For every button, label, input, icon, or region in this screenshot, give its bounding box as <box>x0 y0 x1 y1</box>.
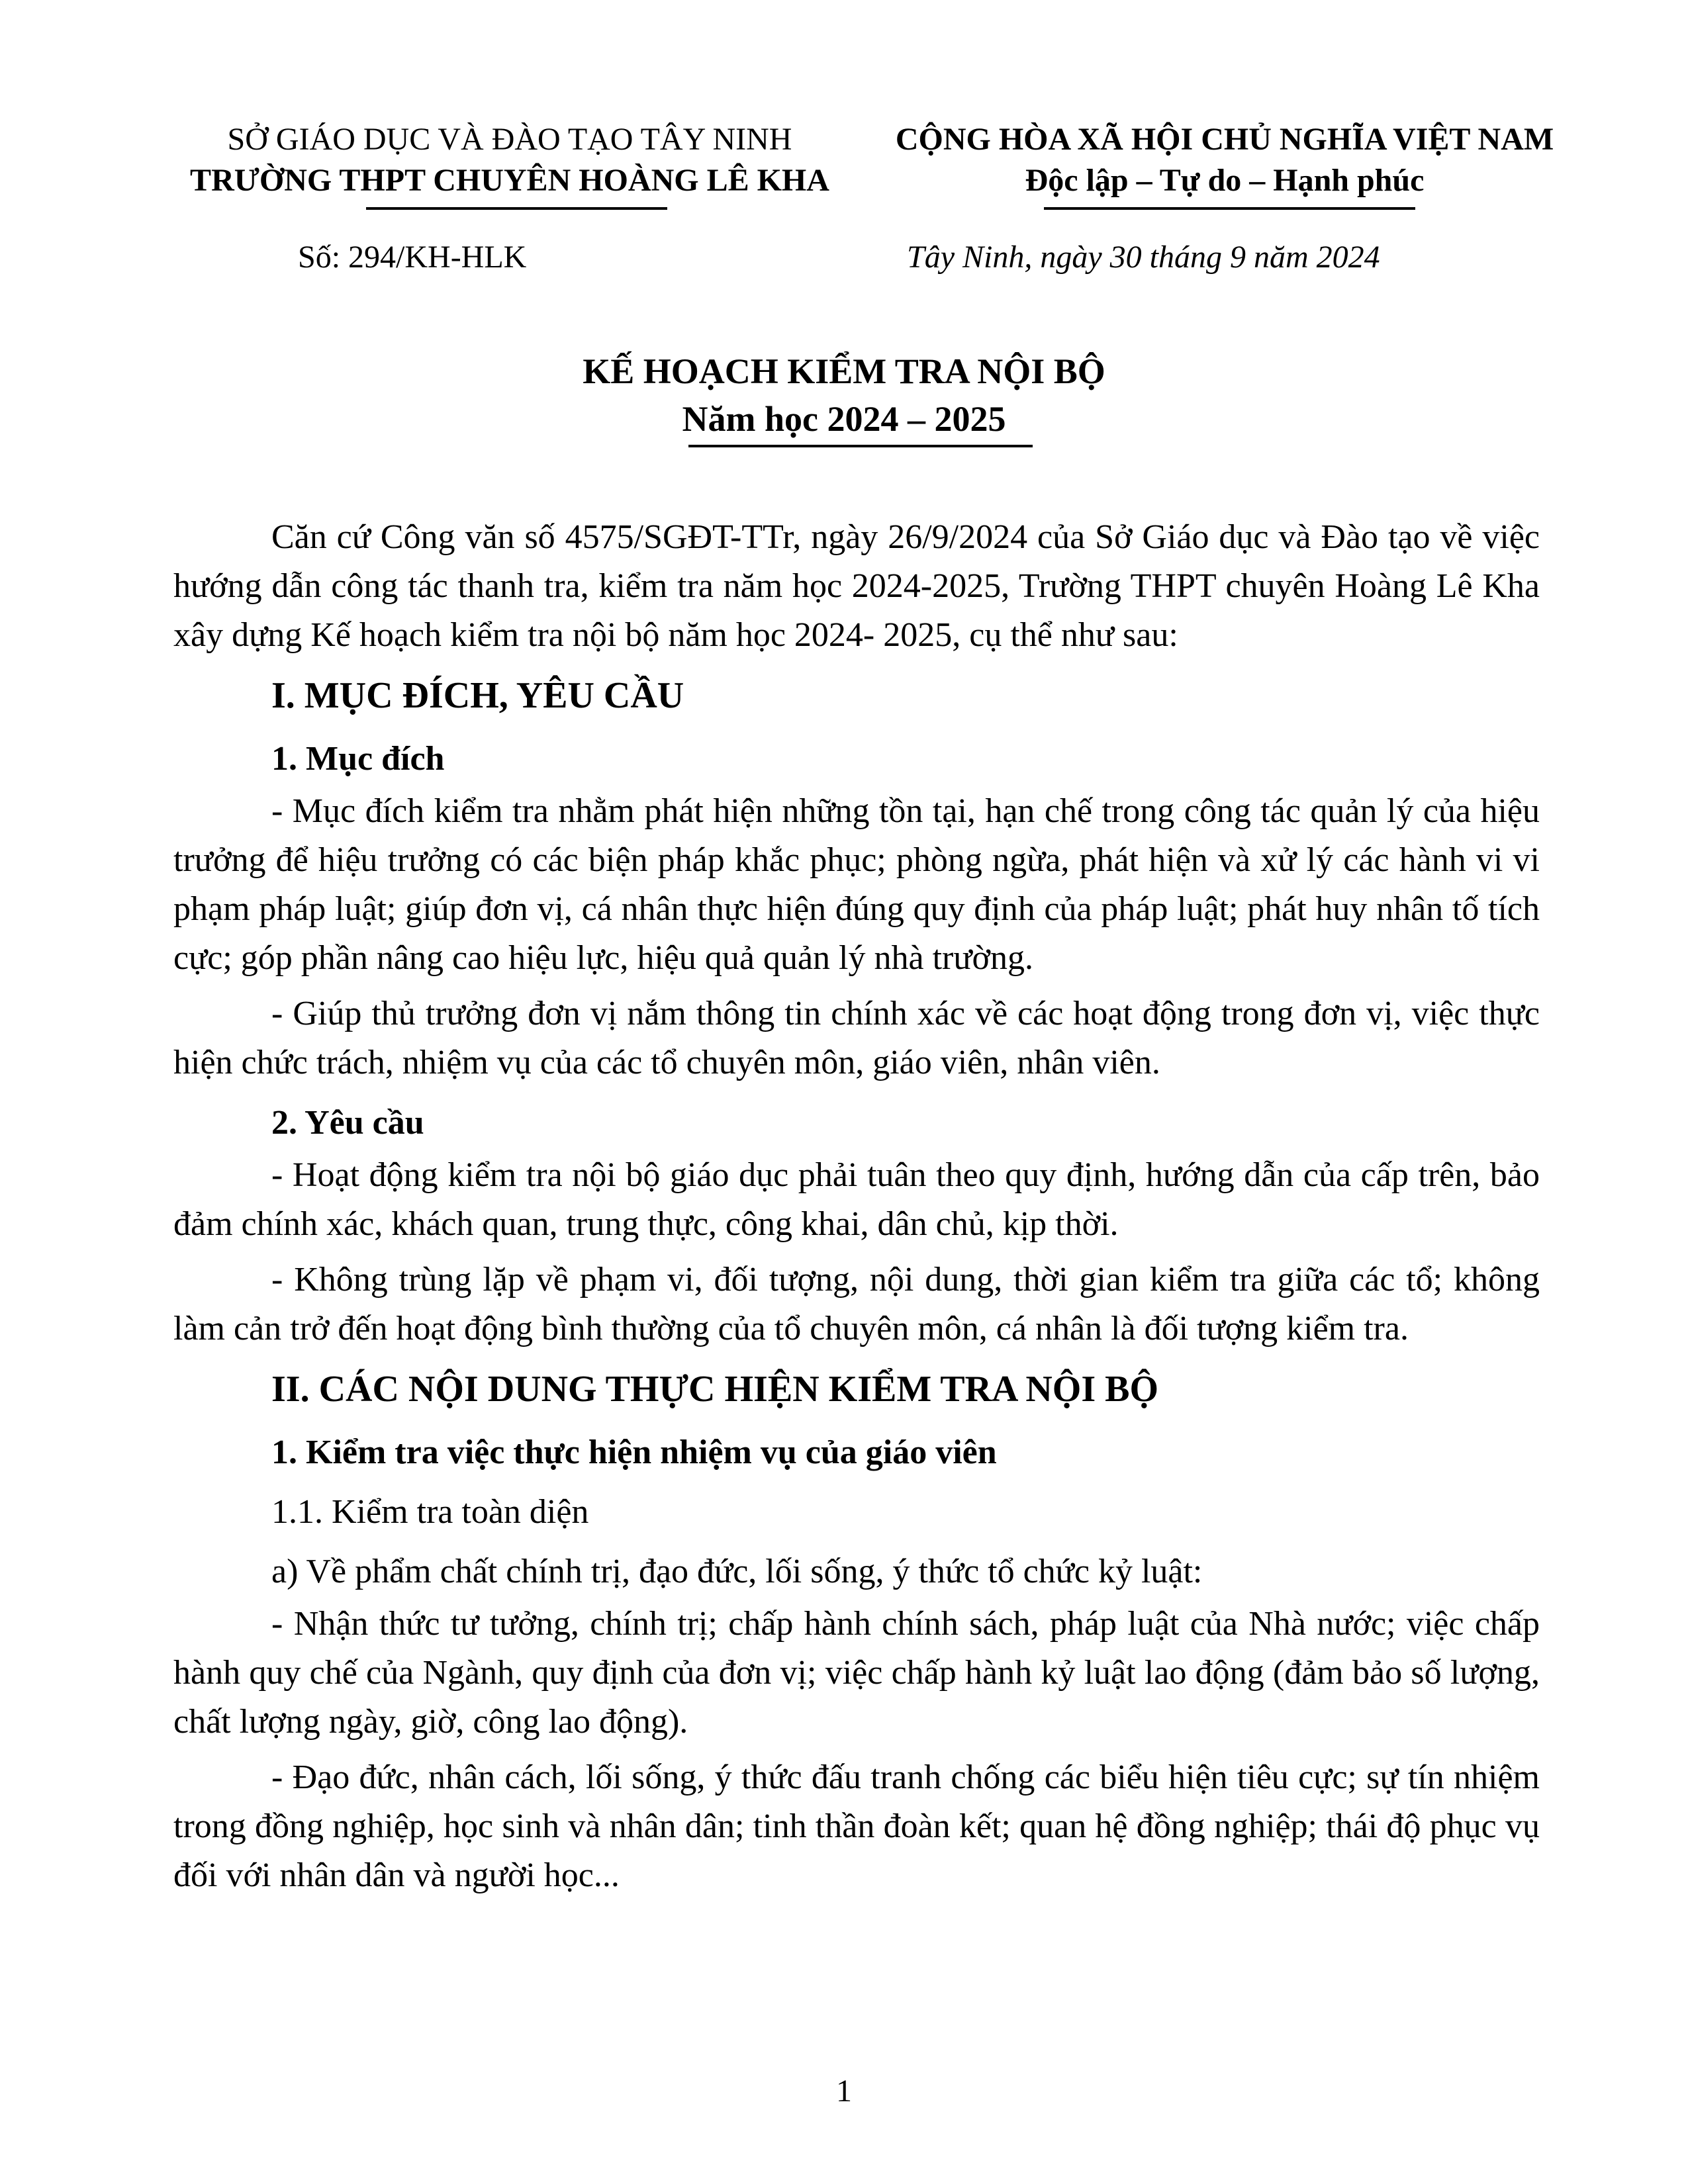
paragraph: - Không trùng lặp về phạm vi, đối tượng, nội dung, thời gian kiểm tra giữa các tổ; không làm cản trở đến hoạt động bình thường của tổ chuyên môn, cá nhân là đối tượng kiểm tra. <box>173 1261 1540 1347</box>
title-line-1: KẾ HOẠCH KIỂM TRA NỘI BỘ <box>583 351 1105 391</box>
paragraph: - Đạo đức, nhân cách, lối sống, ý thức đấu tranh chống các biểu hiện tiêu cực; sự tín nhiệm trong đồng nghiệp, học sinh và nhân dân; tinh thần đoàn kết; quan hệ đồng nghiệp; thái độ phục vụ đối với nhân dân và người học... <box>173 1758 1540 1894</box>
paragraph: - Hoạt động kiểm tra nội bộ giáo dục phải tuân theo quy định, hướng dẫn của cấp trên, bảo đảm chính xác, khách quan, trung thực, công khai, dân chủ, kịp thời. <box>173 1156 1540 1243</box>
subheading-purpose: 1. Mục đích <box>271 740 445 778</box>
subheading-teacher-inspection: 1. Kiểm tra việc thực hiện nhiệm vụ của giáo viên <box>271 1433 997 1471</box>
document-title <box>0 347 1688 443</box>
section-heading-1: I. MỤC ĐÍCH, YÊU CẦU <box>271 675 684 716</box>
national-motto <box>861 119 1589 201</box>
page-number: 1 <box>836 2073 852 2109</box>
title-line-2: Năm học 2024 – 2025 <box>682 399 1006 439</box>
paragraph: - Nhận thức tư tưởng, chính trị; chấp hành chính sách, pháp luật của Nhà nước; việc chấp hành quy chế của Ngành, quy định của đơn vị; việc chấp hành kỷ luật lao động (đảm bảo số lượng, chất lượng ngày, giờ, công lao động). <box>173 1605 1540 1741</box>
issuing-authority <box>146 119 874 201</box>
subheading-comprehensive: 1.1. Kiểm tra toàn diện <box>271 1493 589 1531</box>
document-body <box>173 513 1540 1900</box>
paragraph: - Giúp thủ trưởng đơn vị nắm thông tin chính xác về các hoạt động trong đơn vị, việc thực hiện chức trách, nhiệm vụ của các tổ chuyên môn, giáo viên, nhân viên. <box>173 995 1540 1081</box>
title-underline <box>688 445 1033 447</box>
document-date: Tây Ninh, ngày 30 tháng 9 năm 2024 <box>907 240 1380 275</box>
subheading-requirements: 2. Yêu cầu <box>271 1104 424 1142</box>
paragraph: - Mục đích kiểm tra nhằm phát hiện những tồn tại, hạn chế trong công tác quản lý của hiệu trưởng để hiệu trưởng có các biện pháp khắc phục; phòng ngừa, phát hiện và xử lý các hành vi vi phạm pháp luật; giúp đơn vị, cá nhân thực hiện đúng quy định của pháp luật; phát huy nhân tố tích cực; góp phần nâng cao hiệu lực, hiệu quả quản lý nhà trường. <box>173 792 1540 977</box>
section-heading-2: II. CÁC NỘI DUNG THỰC HIỆN KIỂM TRA NỘI BỘ <box>271 1369 1159 1410</box>
motto-underline <box>1044 207 1415 210</box>
subheading-ethics: a) Về phẩm chất chính trị, đạo đức, lối sống, ý thức tổ chức kỷ luật: <box>271 1553 1203 1590</box>
document-number: Số: 294/KH-HLK <box>298 240 527 275</box>
motto: Độc lập – Tự do – Hạnh phúc <box>1025 163 1425 198</box>
country-name: CỘNG HÒA XÃ HỘI CHỦ NGHĨA VIỆT NAM <box>895 122 1554 157</box>
department-name: SỞ GIÁO DỤC VÀ ĐÀO TẠO TÂY NINH <box>227 122 792 157</box>
school-name-underline <box>366 207 667 210</box>
school-name: TRƯỜNG THPT CHUYÊN HOÀNG LÊ KHA <box>190 163 829 198</box>
intro-paragraph: Căn cứ Công văn số 4575/SGĐT-TTr, ngày 26/9/2024 của Sở Giáo dục và Đào tạo về việc hướng dẫn công tác thanh tra, kiểm tra năm học 2024-2025, Trường THPT chuyên Hoàng Lê Kha xây dựng Kế hoạch kiểm tra nội bộ năm học 2024- 2025, cụ thể như sau: <box>173 518 1540 654</box>
